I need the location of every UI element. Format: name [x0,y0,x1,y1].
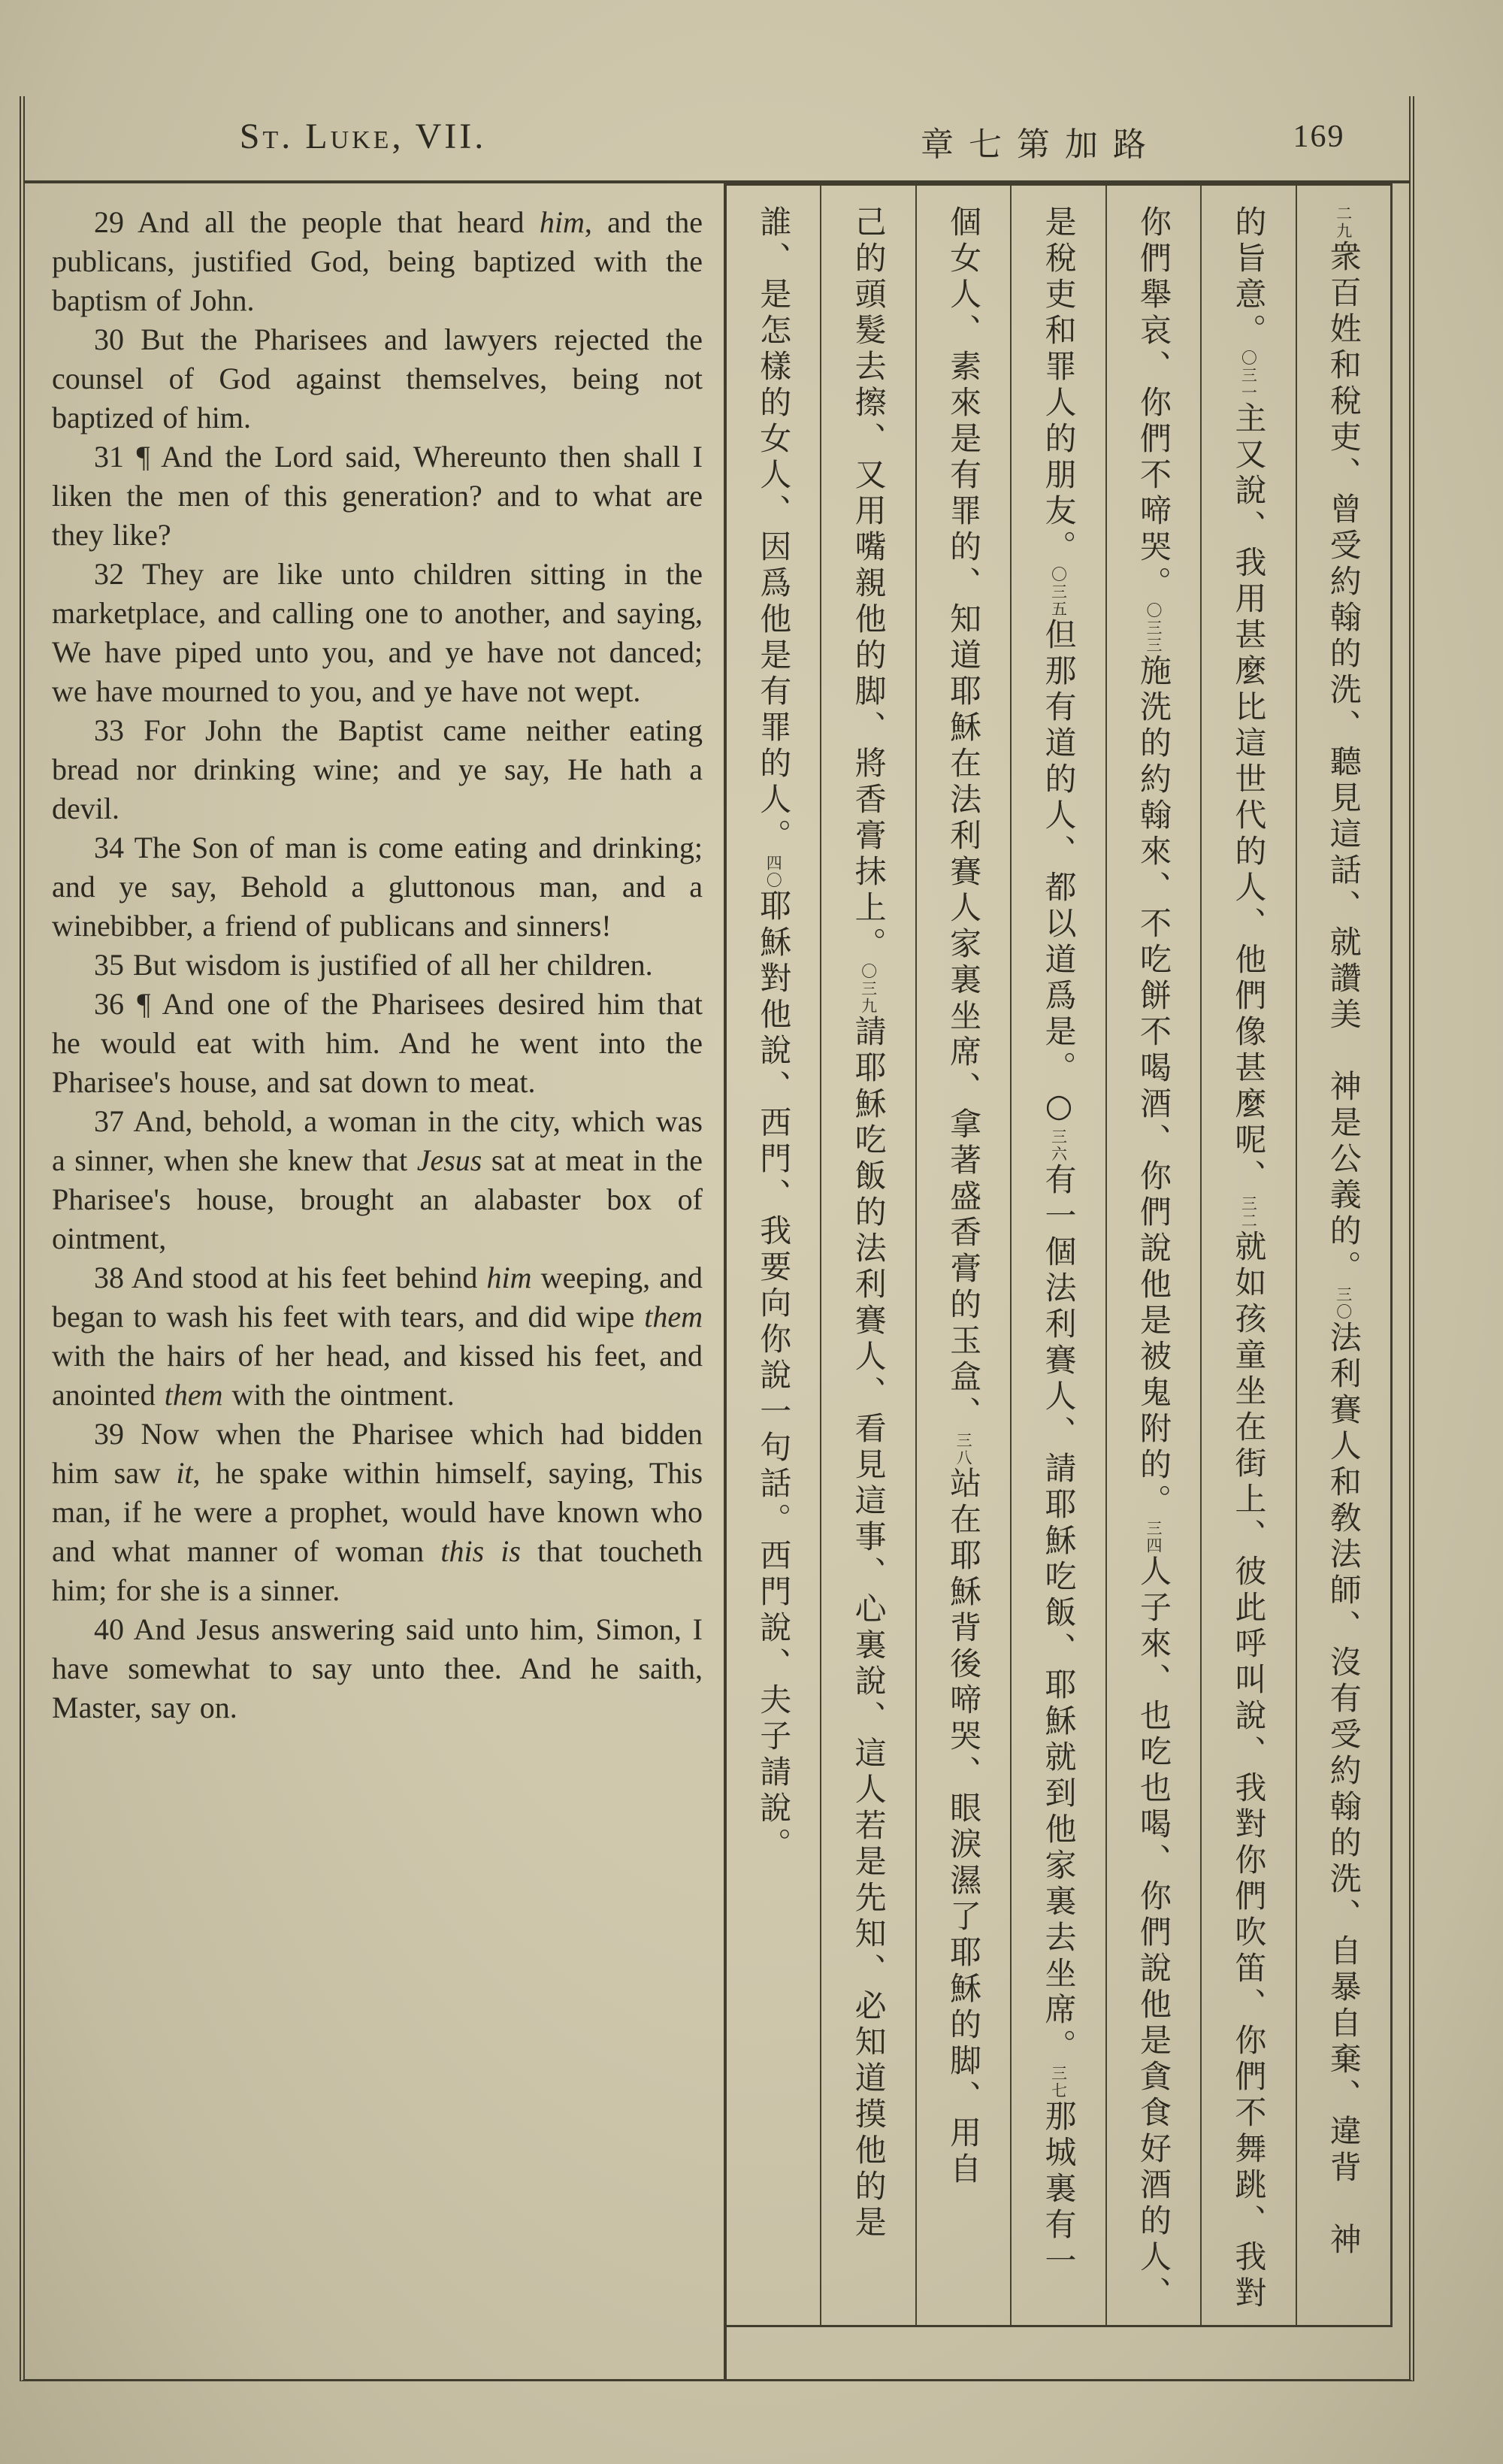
verse-paragraph [52,437,703,555]
chinese-text-run: 己的頭髮去擦、又用嘴親他的脚、將香膏抹上。 [850,205,888,963]
verse-paragraph [52,946,703,985]
verse-paragraph [52,1258,703,1415]
verse-paragraph [52,828,703,946]
verse-text-italic: him [539,205,585,239]
chinese-text-run: 那城裏有一 [1040,2099,1078,2280]
verse-paragraph [52,320,703,437]
chinese-column-text [1325,205,1362,2325]
chinese-column [1296,186,1390,2325]
verse-number-annotation: 二九 [1334,205,1353,240]
verse-text: with the ointment. [222,1378,455,1412]
chinese-column [1200,186,1295,2325]
verse-text: 31 ¶ And the Lord said, Whereunto then shall I liken the men of this generation? and to what are they like? [52,440,703,552]
chinese-column [915,186,1010,2325]
verse-number-annotation: 〇三五 [1049,566,1068,618]
chinese-text-run: 施洗的約翰來、不吃餅不喝酒、你們說他是被鬼附的。 [1135,654,1172,1520]
chinese-column-text [1230,205,1268,2325]
running-title-chinese: 章七第加路 [921,126,1161,164]
verse-number-annotation: 四〇 [764,855,783,889]
page-content [25,183,1409,2379]
verse-number-annotation: 〇三九 [859,963,878,1015]
verse-text: 36 ¶ And one of the Pharisees desired him that he would eat with him. And he went into the Pharisee's house, and sat down to meat. [52,987,703,1099]
chinese-column-text [945,205,983,2325]
verse-text: 32 They are like unto children sitting in the marketplace, and calling one to another, and saying, We have piped unto you, and ye have not danced; we have mourned to you, and ye have not wept. [52,557,703,708]
running-title-english: St. Luke, VII. [239,117,487,156]
chinese-column-text [850,205,888,2325]
chinese-text-run: 誰、是怎樣的女人、因爲他是有罪的人。 [755,205,793,855]
verse-text-italic: this is [440,1534,521,1568]
page-header [25,96,1409,180]
chinese-text-run: 的旨意。 [1230,205,1268,350]
chinese-text-run: 你們舉哀、你們不啼哭。 [1135,205,1172,602]
english-column [25,183,724,2379]
verse-text-italic: Jesus [416,1143,482,1177]
verse-paragraph [52,1415,703,1610]
chinese-text-run: 站在耶穌背後啼哭、眼淚濕了耶穌的脚、用自 [945,1467,983,2188]
verse-text: weeping, and began to wash his feet with tears, and did wipe [52,1261,703,1333]
verse-text: sat at meat in the Pharisee's house, brought an alabaster box of ointment, [52,1143,703,1255]
verse-text-italic: it [176,1456,193,1490]
chinese-text-run: 個女人、素來是有罪的、知道耶穌在法利賽人家裏坐席、拿著盛香膏的玉盒、 [945,205,983,1432]
verse-text: that toucheth him; for she is a sinner. [52,1534,703,1607]
chinese-text-run: 耶穌對他說、西門、我要向你說一句話。西門說、夫子請說。 [755,889,793,1863]
chinese-text-run: 但那有道的人、都以道爲是。○ [1040,618,1078,1128]
verse-paragraph [52,711,703,828]
chinese-text-run: 主又說、我用甚麼比這世代的人、他們像甚麼呢、 [1230,401,1268,1195]
verse-text: with the hairs of her head, and kissed his feet, and anointed [52,1339,703,1412]
verse-text-italic: them [644,1300,703,1333]
chinese-column [727,186,820,2325]
chinese-column [1010,186,1105,2325]
chinese-text-run: 是稅吏和罪人的朋友。 [1040,205,1078,566]
verse-number-annotation: 三二 [1239,1195,1258,1230]
verse-text: 30 But the Pharisees and lawyers rejected the counsel of God against themselves, being not baptized of him. [52,322,703,434]
verse-text: , and the publicans, justified God, being baptized with the baptism of John. [52,205,703,317]
chinese-column-text [755,205,793,2325]
verse-text: 37 And, behold, a woman in the city, which was a sinner, when she knew that [52,1104,703,1177]
page-number: 169 [1293,120,1345,154]
verse-number-annotation: 〇三一 [1239,350,1258,401]
verse-number-annotation: 三八 [954,1432,973,1467]
chinese-column [820,186,915,2325]
chinese-section [727,183,1409,2379]
verse-number-annotation: 三六 [1049,1128,1068,1163]
verse-text: 35 But wisdom is justified of all her children. [94,948,653,982]
verse-paragraph [52,203,703,320]
page-frame [20,96,1414,2381]
chinese-text-run: 就如孩童坐在街上、彼此呼叫說、我對你們吹笛、你們不舞跳、我對 [1230,1230,1268,2312]
verse-text: 38 And stood at his feet behind [94,1261,487,1294]
verse-text: 29 And all the people that heard [94,205,540,239]
verse-paragraph [52,555,703,711]
verse-text: 39 Now when the Pharisee which had bidden him saw [52,1417,703,1490]
verse-number-annotation: 三四 [1144,1520,1163,1554]
chinese-text-run: 請耶穌吃飯的法利賽人、看見這事、心裏說、這人若是先知、必知道摸他的是 [850,1015,888,2242]
verse-text: 33 For John the Baptist came neither eating bread nor drinking wine; and ye say, He hath a devil. [52,713,703,825]
chinese-text-run: 衆百姓和稅吏、曾受約翰的洗、聽見這話、就讚美 神是公義的。 [1325,240,1362,1286]
chinese-text-run: 人子來、也吃也喝、你們說他是貪食好酒的人、 [1135,1554,1172,2312]
verse-paragraph [52,1610,703,1727]
verse-paragraph [52,985,703,1102]
verse-text: 40 And Jesus answering said unto him, Simon, I have somewhat to say unto thee. And he saith, Master, say on. [52,1612,703,1724]
verse-number-annotation: 三〇 [1334,1286,1353,1321]
chinese-text-run: 法利賽人和敎法師、沒有受約翰的洗、自暴自棄、違背 神 [1325,1321,1362,2259]
verse-text-italic: them [164,1378,223,1412]
chinese-column-text [1135,205,1172,2325]
chinese-text-run: 有一個法利賽人、請耶穌吃飯、耶穌就到他家裏去坐席。 [1040,1163,1078,2065]
verse-text-italic: him [486,1261,532,1294]
chinese-columns [727,183,1393,2327]
chinese-column-text [1040,205,1078,2325]
verse-text: 34 The Son of man is come eating and drinking; and ye say, Behold a gluttonous man, and a winebibber, a friend of publicans and sinners! [52,831,703,943]
verse-number-annotation: 〇三三 [1144,602,1163,654]
verse-paragraph [52,1102,703,1258]
verse-number-annotation: 三七 [1049,2065,1068,2099]
verse-text: , he spake within himself, saying, This man, if he were a prophet, would have known who and what manner of woman [52,1456,703,1568]
chinese-column [1105,186,1200,2325]
